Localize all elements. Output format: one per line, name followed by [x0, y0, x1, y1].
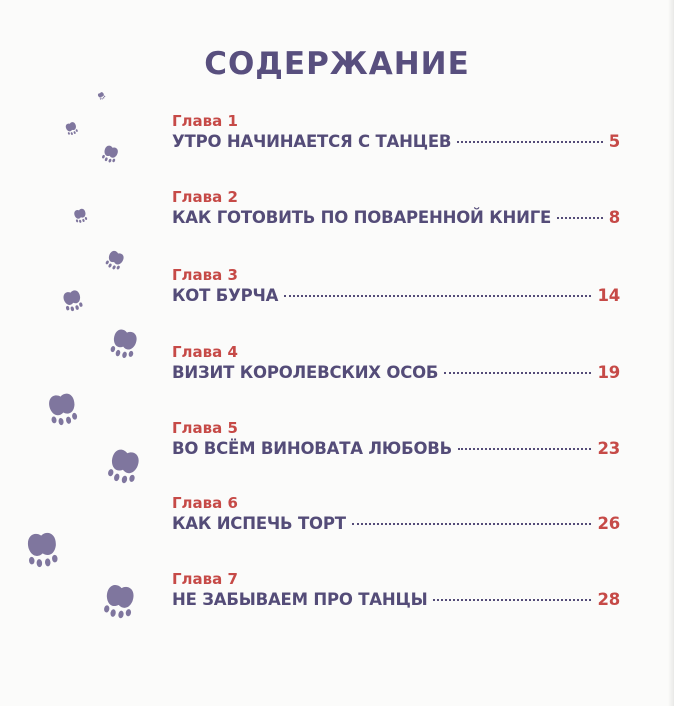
toc-entry-4[interactable]	[172, 343, 620, 384]
page-number: 14	[597, 286, 620, 305]
chapter-label: Глава 1	[172, 112, 238, 130]
page-number: 19	[597, 363, 620, 382]
toc-entry-1[interactable]	[172, 112, 620, 153]
page-number: 23	[597, 439, 620, 458]
dot-leader	[458, 448, 591, 450]
chapter-title: ВИЗИТ КОРОЛЕВСКИХ ОСОБ	[172, 363, 439, 382]
dot-leader	[352, 523, 592, 525]
chapter-title: КОТ БУРЧА	[172, 286, 279, 305]
chapter-title: НЕ ЗАБЫВАЕМ ПРО ТАНЦЫ	[172, 590, 428, 609]
chapter-title: ВО ВСЁМ ВИНОВАТА ЛЮБОВЬ	[172, 439, 453, 458]
chapter-title: УТРО НАЧИНАЕТСЯ С ТАНЦЕВ	[172, 132, 452, 151]
dot-leader	[284, 295, 591, 297]
chapter-label: Глава 3	[172, 266, 238, 284]
chapter-title: КАК ИСПЕЧЬ ТОРТ	[172, 514, 346, 533]
chapter-label: Глава 2	[172, 188, 238, 206]
page-number: 8	[608, 208, 620, 227]
toc-entry-7[interactable]	[172, 570, 620, 611]
page-edge-shadow	[668, 0, 674, 706]
page-title: СОДЕРЖАНИЕ	[204, 46, 470, 82]
toc-entry-5[interactable]	[172, 419, 620, 460]
dot-leader	[433, 599, 591, 601]
toc-entry-2[interactable]	[172, 188, 620, 229]
chapter-label: Глава 4	[172, 343, 238, 361]
chapter-label: Глава 6	[172, 494, 238, 512]
chapter-title: КАК ГОТОВИТЬ ПО ПОВАРЕННОЙ КНИГЕ	[172, 208, 552, 227]
chapter-label: Глава 7	[172, 570, 238, 588]
page-number: 28	[597, 590, 620, 609]
toc-entry-3[interactable]	[172, 266, 620, 307]
dot-leader	[557, 217, 603, 219]
chapter-label: Глава 5	[172, 419, 238, 437]
dot-leader	[457, 141, 602, 143]
page-number: 26	[597, 514, 620, 533]
dot-leader	[444, 372, 591, 374]
page-number: 5	[608, 132, 620, 151]
toc-entry-6[interactable]	[172, 494, 620, 535]
